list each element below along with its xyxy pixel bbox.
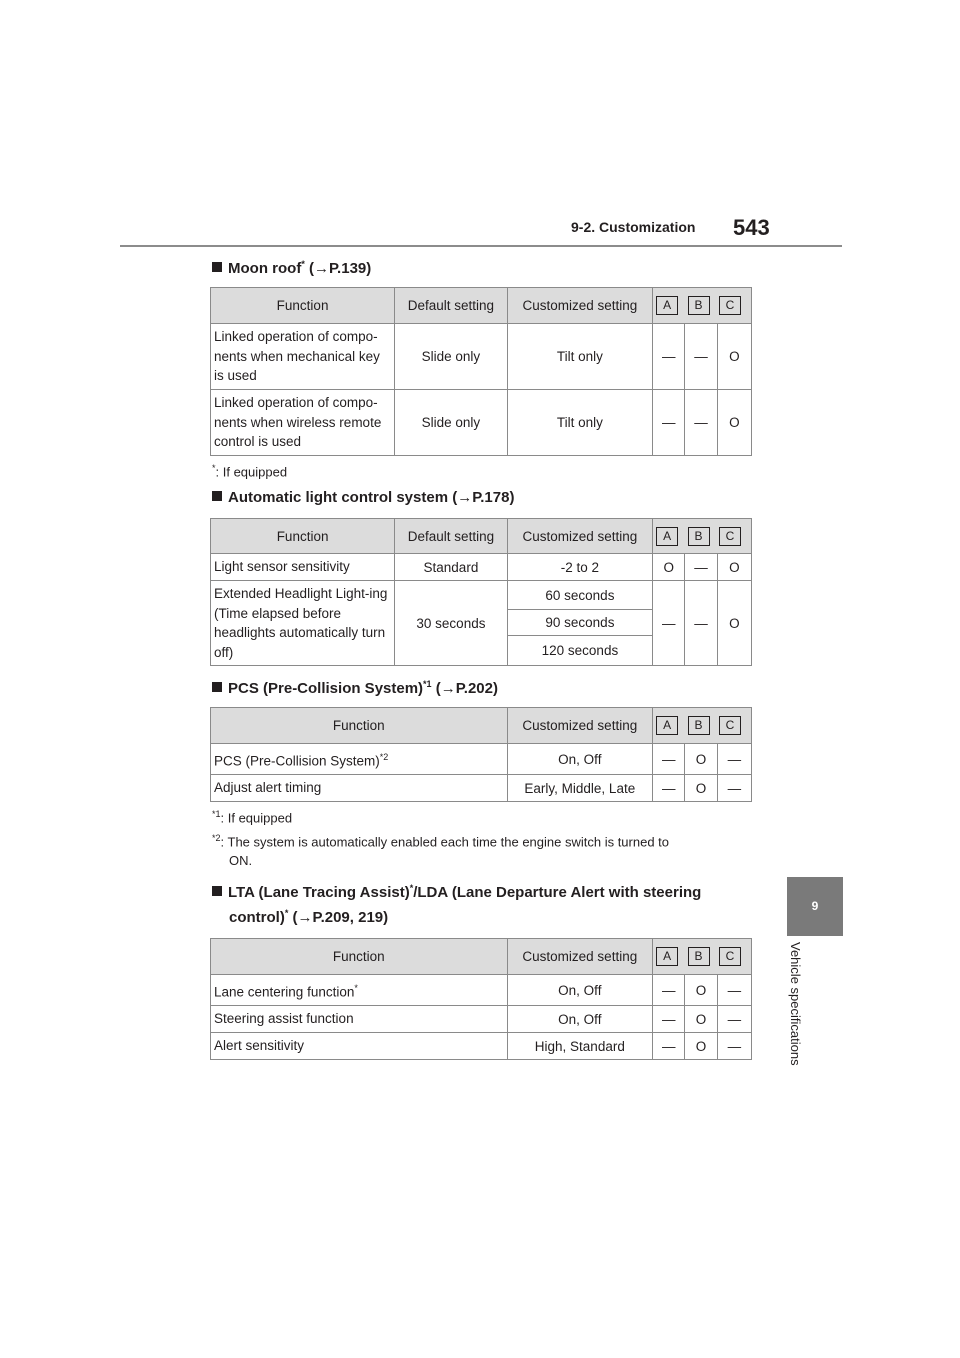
table-row — [211, 324, 752, 390]
page-number: 543 — [733, 215, 770, 240]
table-cell: — — [717, 975, 751, 1006]
lta-heading-cont: control)* (→P.209, 219) — [229, 908, 389, 926]
table-cell: — — [653, 324, 685, 390]
table-cell: Light sensor sensitivity — [211, 554, 395, 581]
auto-light-heading: Automatic light control system (→P.178) — [212, 489, 514, 506]
table-cell: 90 seconds — [507, 610, 652, 636]
footnote-marker: * — [354, 982, 358, 993]
customization-key-box: B — [688, 527, 710, 546]
table-cell: Slide only — [395, 324, 508, 390]
table-cell: 60 seconds — [507, 581, 652, 610]
table-cell: On, Off — [507, 1006, 653, 1033]
table-cell: On, Off — [507, 975, 653, 1006]
table-header-row — [211, 519, 752, 554]
column-header: Customized setting — [507, 708, 653, 744]
moon-roof-footnote: *: If equipped — [212, 463, 288, 480]
table-cell: O — [685, 744, 717, 775]
table-cell: O — [685, 975, 717, 1006]
lta-heading: LTA (Lane Tracing Assist)*/LDA (Lane Departure Alert with steering — [212, 883, 701, 901]
table-header-row — [211, 939, 752, 975]
footnote-marker: *2 — [379, 751, 389, 762]
table-cell: Early, Middle, Late — [507, 775, 653, 802]
footnote-marker: * — [301, 259, 305, 269]
customization-key-box: B — [688, 947, 710, 966]
table-cell: Adjust alert timing — [211, 775, 508, 802]
customization-key-box: C — [719, 947, 741, 966]
customization-key-box: C — [719, 296, 741, 315]
customization-key-box: A — [656, 296, 678, 315]
table-row — [211, 390, 752, 456]
column-header: Default setting — [395, 519, 508, 554]
bullet-square-icon — [212, 491, 222, 501]
table-cell: — — [685, 324, 717, 390]
footnote-marker: *2 — [212, 833, 221, 843]
bullet-square-icon — [212, 262, 222, 272]
table-cell: Alert sensitivity — [211, 1033, 508, 1060]
customization-key-box: B — [688, 296, 710, 315]
moon-roof-heading: Moon roof* (→P.139) — [212, 259, 371, 277]
bullet-square-icon — [212, 682, 222, 692]
table-row — [211, 744, 752, 775]
table-cell: — — [685, 581, 717, 666]
table-cell: Steering assist function — [211, 1006, 508, 1033]
table-cell: Extended Headlight Light-ing (Time elapsed before headlights automatically turn off) — [211, 581, 395, 666]
bullet-square-icon — [212, 886, 222, 896]
table-cell: PCS (Pre-Collision System)$^{*2}$ — [211, 744, 508, 775]
customization-key-box: A — [656, 527, 678, 546]
table-cell: 30 seconds — [395, 581, 508, 666]
table-cell: — — [653, 975, 685, 1006]
chapter-tab: 9 — [787, 877, 843, 936]
table-cell: Standard — [395, 554, 508, 581]
table-cell: O — [717, 324, 751, 390]
customization-key-box: B — [688, 716, 710, 735]
table-cell: Linked operation of compo-nents when mechanical key is used — [211, 324, 395, 390]
table-cell: — — [653, 1006, 685, 1033]
table-cell: O — [717, 554, 751, 581]
footnote-marker: *1 — [212, 809, 221, 819]
chapter-label: Vehicle specifications — [788, 942, 803, 1066]
table-header-row — [211, 708, 752, 744]
customization-key-box: C — [719, 527, 741, 546]
column-header: Function — [211, 519, 395, 554]
column-header: Function — [211, 939, 508, 975]
table-cell: — — [685, 390, 717, 456]
table-row — [211, 775, 752, 802]
pcs-footnote-2: $^{*2}$: The system is automatically enabled each time the engine switch is turned to — [212, 833, 670, 850]
table-row — [211, 581, 752, 610]
column-header: Function — [211, 288, 395, 324]
footnote-marker: * — [212, 463, 216, 473]
pcs-footnote-2-cont: ON. — [229, 853, 253, 868]
table-cell: — — [717, 744, 751, 775]
column-header: Customized setting — [507, 939, 653, 975]
column-header — [653, 939, 752, 975]
moon-roof-table — [210, 287, 752, 456]
table-cell: — — [653, 775, 685, 802]
customization-key-box: C — [719, 716, 741, 735]
column-header — [653, 519, 752, 554]
pcs-heading: PCS (Pre-Collision System)$^{*1}$ (→P.202) — [212, 679, 498, 697]
pcs-table — [210, 707, 752, 802]
table-cell: — — [653, 1033, 685, 1060]
section-title: 9-2. Customization — [571, 219, 696, 235]
column-header: Customized setting — [507, 519, 652, 554]
table-cell: — — [653, 744, 685, 775]
auto-light-table — [210, 518, 752, 666]
table-cell: Lane centering function* — [211, 975, 508, 1006]
table-cell: — — [717, 775, 751, 802]
column-header: Function — [211, 708, 508, 744]
customization-key-box: A — [656, 716, 678, 735]
table-cell: O — [685, 1006, 717, 1033]
table-cell: — — [717, 1033, 751, 1060]
table-cell: O — [717, 581, 751, 666]
table-cell: 120 seconds — [507, 636, 652, 666]
customization-key-box: A — [656, 947, 678, 966]
table-cell: — — [653, 581, 685, 666]
table-cell: — — [717, 1006, 751, 1033]
column-header: Customized setting — [507, 288, 652, 324]
table-cell: O — [717, 390, 751, 456]
column-header: Default setting — [395, 288, 508, 324]
table-row — [211, 1006, 752, 1033]
table-cell: High, Standard — [507, 1033, 653, 1060]
table-row — [211, 554, 752, 581]
column-header — [653, 708, 752, 744]
table-cell: Slide only — [395, 390, 508, 456]
table-cell: O — [653, 554, 685, 581]
column-header — [653, 288, 752, 324]
table-cell: Linked operation of compo-nents when wireless remote control is used — [211, 390, 395, 456]
lta-table — [210, 938, 752, 1060]
table-cell: — — [653, 390, 685, 456]
footnote-marker: *1 — [423, 679, 432, 689]
table-cell: Tilt only — [507, 324, 652, 390]
table-cell: -2 to 2 — [507, 554, 652, 581]
table-row — [211, 1033, 752, 1060]
table-cell: — — [685, 554, 717, 581]
footnote-marker: * — [284, 908, 289, 918]
table-row — [211, 975, 752, 1006]
table-header-row — [211, 288, 752, 324]
table-cell: O — [685, 1033, 717, 1060]
footnote-marker: * — [409, 883, 414, 893]
table-cell: Tilt only — [507, 390, 652, 456]
table-cell: O — [685, 775, 717, 802]
table-cell: On, Off — [507, 744, 653, 775]
header-divider — [120, 245, 842, 247]
pcs-footnote-1: $^{*1}$: If equipped — [212, 809, 293, 826]
